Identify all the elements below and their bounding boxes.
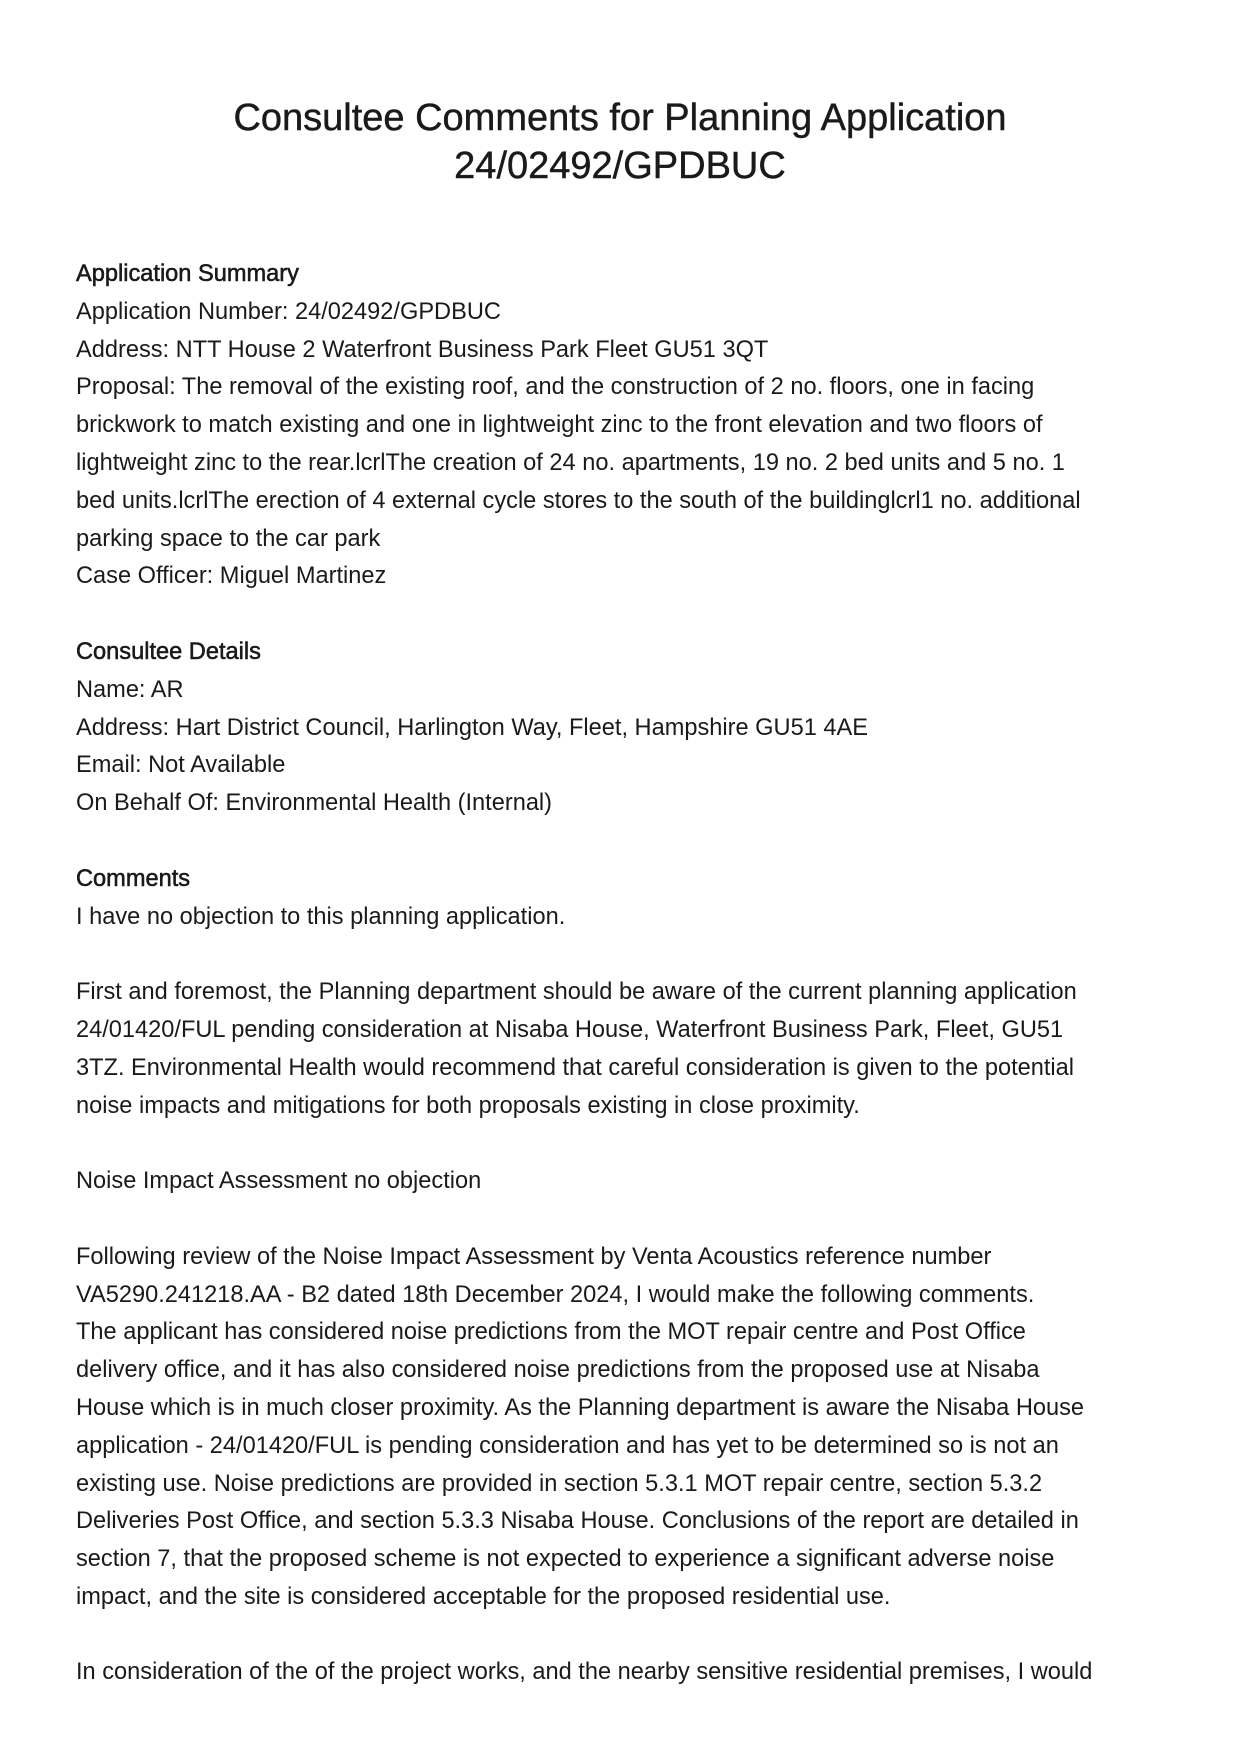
comment-paragraph-2 — [76, 974, 1176, 1125]
consultee-on-behalf-of: On Behalf Of: Environmental Health (Internal) — [76, 790, 553, 817]
paragraph-line: The applicant has considered noise predictions from the MOT repair centre and Post Office — [76, 1319, 1026, 1346]
consultee-name: Name: AR — [76, 676, 184, 703]
proposal-line: brickwork to match existing and one in lightweight zinc to the front elevation and two floors of — [76, 412, 1043, 439]
paragraph-line: noise impacts and mitigations for both proposals existing in close proximity. — [76, 1092, 860, 1119]
application-number: Application Number: 24/02492/GPDBUC — [76, 298, 501, 325]
comments-section — [76, 861, 1176, 1693]
paragraph-line: 24/01420/FUL pending consideration at Nisaba House, Waterfront Business Park, Fleet, GU51 — [76, 1016, 1064, 1043]
paragraph-line: delivery office, and it has also considered noise predictions from the proposed use at Nisaba — [76, 1357, 1040, 1384]
proposal-line: Proposal: The removal of the existing roof, and the construction of 2 no. floors, one in facing — [76, 374, 1035, 401]
proposal-line: lightweight zinc to the rear.lcrlThe creation of 24 no. apartments, 19 no. 2 bed units and 5 no. 1 — [76, 449, 1065, 476]
comment-paragraph-3: Noise Impact Assessment no objection — [76, 1168, 482, 1195]
paragraph-line: First and foremost, the Planning department should be aware of the current planning application — [76, 979, 1077, 1006]
consultee-details-heading: Consultee Details — [76, 638, 261, 665]
case-officer: Case Officer: Miguel Martinez — [76, 563, 387, 590]
application-summary-heading: Application Summary — [76, 261, 299, 287]
proposal-line: bed units.lcrlThe erection of 4 external cycle stores to the south of the buildinglcrl1 no. additional — [76, 487, 1081, 514]
paragraph-line: House which is in much closer proximity. As the Planning department is aware the Nisaba House — [76, 1394, 1085, 1421]
comment-paragraph-5: In consideration of the of the project works, and the nearby sensitive residential premises, I would — [76, 1659, 1093, 1686]
consultee-details-section — [76, 634, 1176, 823]
paragraph-spacer — [76, 1125, 1176, 1163]
paragraph-line: impact, and the site is considered acceptable for the proposed residential use. — [76, 1583, 891, 1610]
comment-paragraph-1: I have no objection to this planning application. — [76, 903, 566, 930]
consultee-email: Email: Not Available — [76, 752, 286, 779]
page-title-line-2: 24/02492/GPDBUC — [454, 145, 786, 187]
paragraph-line: VA5290.241218.AA - B2 dated 18th December 2024, I would make the following comments. — [76, 1281, 1035, 1308]
consultee-address: Address: Hart District Council, Harlington Way, Fleet, Hampshire GU51 4AE — [76, 714, 868, 741]
paragraph-spacer — [76, 1201, 1176, 1239]
paragraph-line: Following review of the Noise Impact Assessment by Venta Acoustics reference number — [76, 1243, 992, 1270]
paragraph-line: 3TZ. Environmental Health would recommend that careful consideration is given to the potential — [76, 1054, 1075, 1081]
document-body — [76, 256, 1176, 1692]
paragraph-line: Deliveries Post Office, and section 5.3.3 Nisaba House. Conclusions of the report are detailed in — [76, 1508, 1079, 1535]
paragraph-line: application - 24/01420/FUL is pending consideration and has yet to be determined so is not an — [76, 1432, 1059, 1459]
paragraph-spacer — [76, 936, 1176, 974]
application-address: Address: NTT House 2 Waterfront Business Park Fleet GU51 3QT — [76, 336, 769, 363]
application-summary-section — [76, 256, 1176, 596]
proposal-line: parking space to the car park — [76, 525, 381, 552]
comments-heading: Comments — [76, 865, 191, 892]
paragraph-spacer — [76, 1617, 1176, 1655]
page-title — [80, 94, 1160, 190]
paragraph-line: section 7, that the proposed scheme is not expected to experience a significant adverse noise — [76, 1546, 1055, 1573]
page-title-line-1: Consultee Comments for Planning Application — [233, 97, 1007, 139]
section-spacer — [76, 596, 1176, 634]
paragraph-line: existing use. Noise predictions are provided in section 5.3.1 MOT repair centre, section 5.3.2 — [76, 1470, 1043, 1497]
section-spacer — [76, 823, 1176, 861]
comment-paragraph-4 — [76, 1239, 1176, 1617]
